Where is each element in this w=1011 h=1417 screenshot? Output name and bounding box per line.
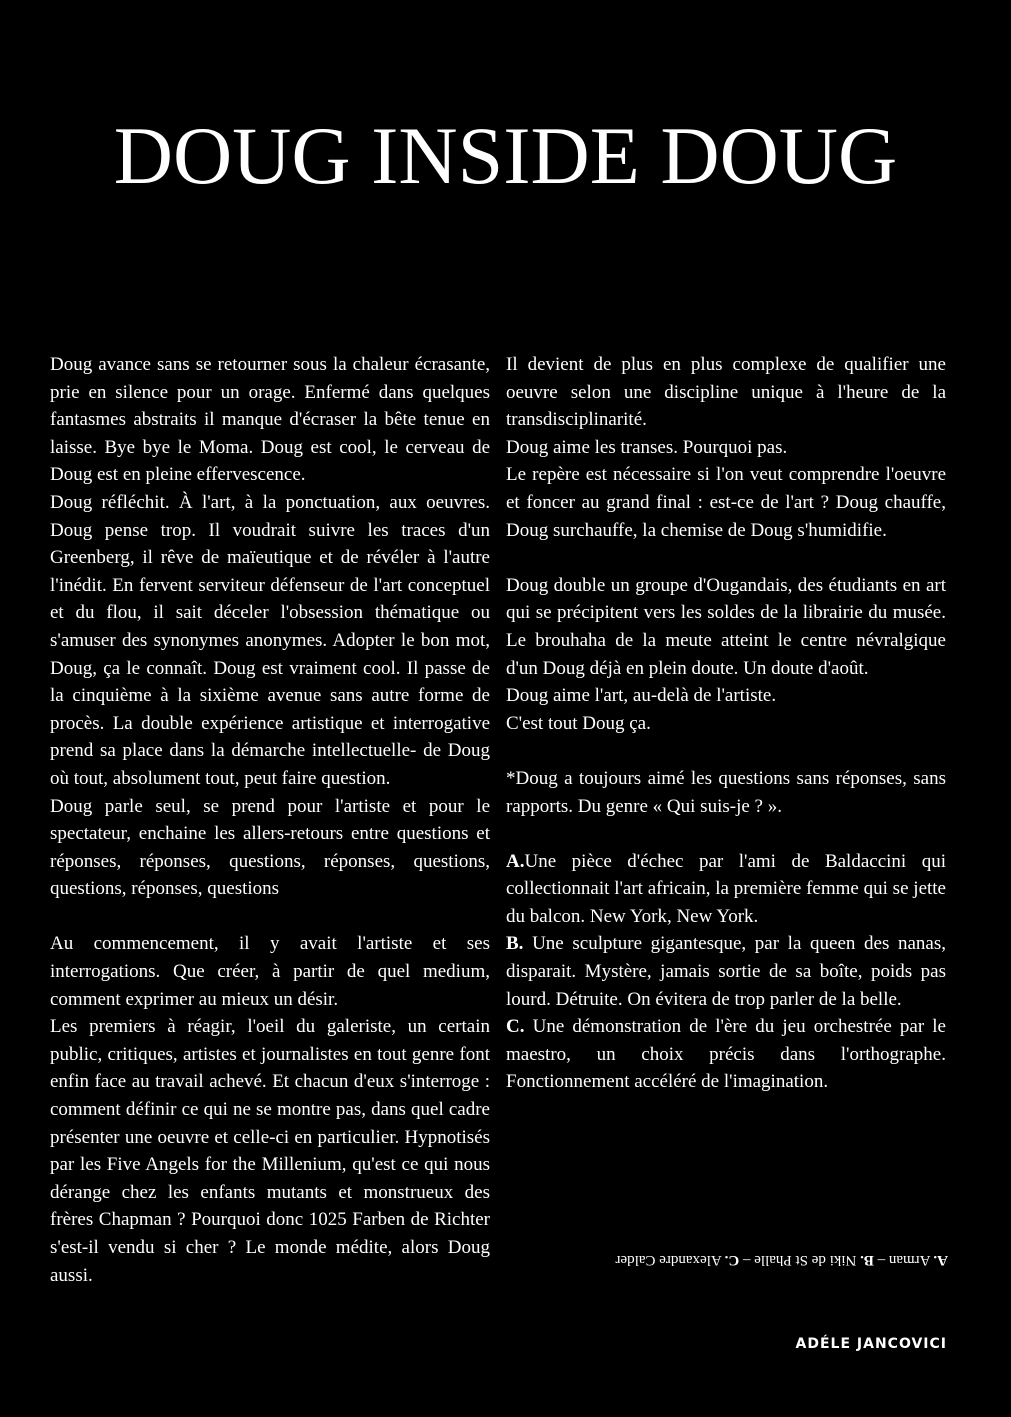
question-letter: B.	[506, 933, 524, 955]
question-text: Une pièce d'échec par l'ami de Baldaccini qui collectionnait l'art africain, la première femme qui se jette du balcon. New York, New York.	[506, 850, 946, 927]
paragraph: C'est tout Doug ça.	[506, 712, 651, 734]
paragraph: Au commencement, il y avait l'artiste et ses interrogations. Que créer, à partir de quel medium, comment exprimer au mieux un désir.	[50, 933, 490, 1010]
spacer	[506, 544, 946, 572]
question-letter: A.	[506, 850, 525, 872]
paragraph: *Doug a toujours aimé les questions sans réponses, sans rapports. Du genre « Qui suis-je ? ».	[506, 767, 946, 817]
spacer	[50, 903, 490, 931]
paragraph: Doug aime les transes. Pourquoi pas.	[506, 436, 788, 458]
question-text: Une sculpture gigantesque, par la queen des nanas, disparait. Mystère, jamais sortie de sa boîte, poids pas lourd. Détruite. On évitera de trop parler de la belle.	[506, 933, 946, 1010]
answer-letter: C.	[724, 1252, 740, 1268]
paragraph: Doug double un groupe d'Ougandais, des étudiants en art qui se précipitent vers les soldes de la librairie du musée. Le brouhaha de la meute atteint le centre névralgique d'un Doug déjà en plein doute. Un doute d'août.	[506, 574, 946, 679]
question-letter: C.	[506, 1016, 525, 1038]
paragraph: Doug réfléchit. À l'art, à la ponctuation, aux oeuvres. Doug pense trop. Il voudrait suivre les traces d'un Greenberg, il rêve de maïeutique et de révéler à l'autre l'inédit. En fervent serviteur défenseur de l'art conceptuel et du flou, il sait déceler l'obsession thématique ou s'amuser des synonymes anonymes. Adopter le bon mot, Doug, ça le connaît. Doug est vraiment cool. Il passe de la cinquième à la sixième avenue sans autre forme de procès. La double expérience artistique et interrogative prend sa place dans la démarche intellectuelle- de Doug où tout, absolument tout, peut faire question.	[50, 491, 490, 789]
question-c	[506, 1013, 946, 1096]
answer-text: Arman –	[873, 1252, 934, 1268]
answer-letter: B.	[860, 1252, 874, 1268]
question-text: Une démonstration de l'ère du jeu orchestrée par le maestro, un choix précis dans l'orthographe. Fonctionnement accéléré de l'imagination.	[506, 1016, 946, 1093]
spacer	[506, 737, 946, 765]
paragraph: Doug aime l'art, au-delà de l'artiste.	[506, 685, 777, 707]
paragraph: Doug avance sans se retourner sous la chaleur écrasante, prie en silence pour un orage. Enfermé dans quelques fantasmes abstraits il manque d'écraser la bête tenue en laisse. Bye bye le Moma. Doug est cool, le cerveau de Doug est en pleine effervescence.	[50, 354, 490, 486]
question-b	[506, 930, 946, 1013]
paragraph: Le repère est nécessaire si l'on veut comprendre l'oeuvre et foncer au grand final : est-ce de l'art ? Doug chauffe, Doug surchauffe, la chemise de Doug s'humidifie.	[506, 464, 946, 541]
answer-letter: A.	[933, 1252, 948, 1268]
answer-text: Niki de St Phalle –	[739, 1252, 861, 1268]
paragraph: Doug parle seul, se prend pour l'artiste et pour le spectateur, enchaine les allers-retours entre questions et réponses, réponses, questions, réponses, questions, questions, réponses, questions	[50, 795, 490, 900]
paragraph: Il devient de plus en plus complexe de qualifier une oeuvre selon une discipline unique à l'heure de la transdisciplinarité.	[506, 354, 946, 431]
author-credit: ADÉLE JANCOVICI	[795, 1336, 947, 1352]
question-a	[506, 848, 946, 931]
upside-down-answers	[506, 1250, 948, 1270]
right-column	[506, 351, 946, 1096]
article-title: DOUG INSIDE DOUG	[113, 110, 898, 201]
answer-text: Alexandre Calder	[615, 1252, 725, 1268]
paragraph: Les premiers à réagir, l'oeil du galeriste, un certain public, critiques, artistes et journalistes en tout genre font enfin face au travail achevé. Et chacun d'eux s'interroge : comment définir ce qui ne se montre pas, dans quel cadre présenter une oeuvre et celle-ci en particulier. Hypnotisés par les Five Angels for the Millenium, qu'est ce qui nous dérange chez les enfants mutants et monstrueux des frères Chapman ? Pourquoi donc 1025 Farben de Richter s'est-il vendu si cher ? Le monde médite, alors Doug aussi.	[50, 1016, 490, 1286]
spacer	[506, 820, 946, 848]
left-column	[50, 351, 490, 1289]
